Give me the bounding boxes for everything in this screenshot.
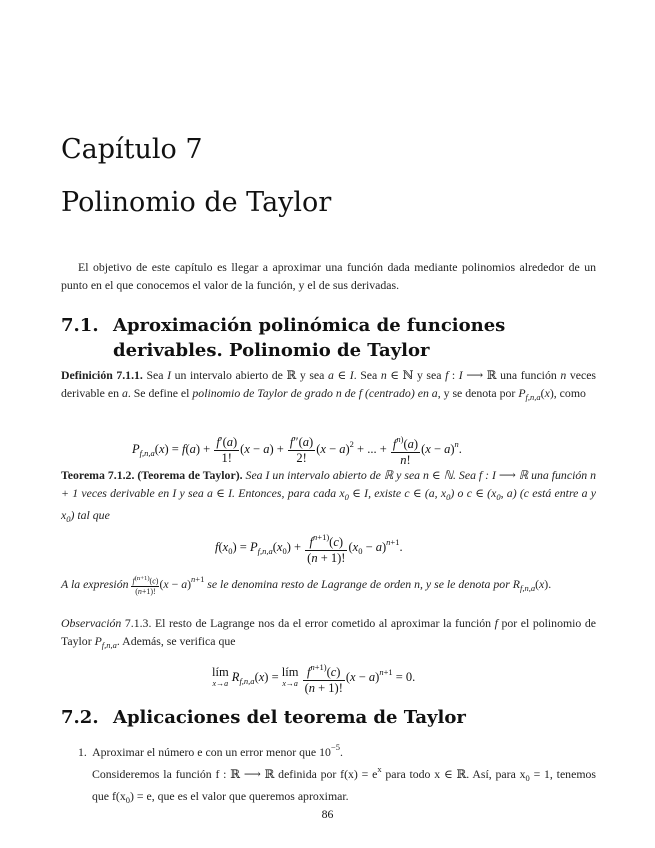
theorem-label: Teorema 7.1.2. (Teorema de Taylor). xyxy=(61,468,243,482)
chapter-title: Polinomio de Taylor xyxy=(61,187,332,218)
observation-label: Observación xyxy=(61,616,122,630)
definition-text: . Se define el xyxy=(127,386,190,400)
observation-7-1-3: Observación 7.1.3. El resto de Lagrange nos da el error cometido al aproximar la función f por el polinomio de Taylor $P_{f,n,a}$. Además, se verifica que xyxy=(61,616,597,650)
definition-text: . Sea xyxy=(353,368,378,382)
observation-text: 7.1.3. El resto de Lagrange nos da el error cometido al aproximar la función xyxy=(124,616,492,630)
section-number-7-2: 7.2. xyxy=(61,707,99,728)
observation-text: por el polinomio de Taylor xyxy=(61,616,597,648)
taylor-theorem-equation: $f(x_0) = P_{f,n,a}(x_0)$ + $\frac{f^{n+1)}(c)}{(n + 1)!}$ $(x_0 - a)^{n+1}$. xyxy=(215,532,403,565)
list-marker: 1. xyxy=(78,745,87,759)
definition-label: Definición 7.1.1. xyxy=(61,368,143,382)
theorem-text: ) tal que xyxy=(70,508,110,522)
definition-text: veces derivable en xyxy=(61,368,597,400)
definition-emphasis: polinomio de Taylor de grado n de f (centrado) en a xyxy=(192,386,438,400)
page-number: 86 xyxy=(321,807,334,821)
list-item-text: Aproximar el número e con un error menor que 10 xyxy=(92,745,331,759)
section-number-7-1: 7.1. xyxy=(61,315,99,336)
intro-paragraph: El objetivo de este capítulo es llegar a aproximar una función dada mediante polinomios alrededor de un punto en el que conocemos el valor de la función, y el de sus derivadas. xyxy=(61,260,596,292)
remainder-limit-equation: lím x→a $R_{f,n,a}(x)$ = lím x→a $\frac{f^{n+1)}(c)}{(n + 1)!}$ $(x - a)^{n+1} = 0$. xyxy=(212,662,416,695)
remainder-text: A la expresión xyxy=(61,577,129,591)
lagrange-remainder-paragraph: A la expresión $\frac{f^{(n+1)}(c)}{(n+1)!}$ $(x - a)^{n+1}$ se le denomina resto de Lagrange de orden n, y se le denota por $R_{f,n,a}(x)$. xyxy=(61,574,552,597)
theorem-text: ∈ I, existe c ∈ (a, x xyxy=(348,486,447,500)
taylor-polynomial-equation: $P_{f,n,a}(x) = f(a)$ + $\frac{f'(a)}{1!}$ (x − a) + $\frac{f''(a)}{2!}$ $(x - a)^2$ + ... + $\frac{f^{n)}(a)}{n!}$ $(x - a)^n$. xyxy=(132,434,462,467)
theorem-text: ) o c ∈ (x xyxy=(450,486,497,500)
definition-7-1-1: Definición 7.1.1. Sea I un intervalo abierto de ℝ y sea a ∈ I. Sea n ∈ ℕ y sea f : I ⟶ ℝ una función n veces derivable en a. Se define el polinomio de Taylor de grado n de f (centrado) en a, y se denota por $P_{f,n,a}(x)$, como xyxy=(61,368,597,402)
list-item-text: = 1, tenemos que f(x xyxy=(92,767,596,803)
definition-text: un intervalo abierto de ℝ y sea xyxy=(174,368,325,382)
list-item-text: para todo x ∈ ℝ. Así, para x xyxy=(381,767,526,781)
remainder-text: se le denomina resto de Lagrange de orden n, y se le denota por xyxy=(207,577,510,591)
definition-text: y sea xyxy=(416,368,442,382)
definition-text: , como xyxy=(553,386,586,400)
observation-text: . Además, se verifica que xyxy=(116,634,236,648)
section-title-7-2: Aplicaciones del teorema de Taylor xyxy=(113,707,466,728)
definition-text: , y se denota por xyxy=(437,386,516,400)
list-item xyxy=(78,738,596,761)
list-item-text: . xyxy=(339,745,343,759)
section-title-7-1: Aproximación polinómica de funciones derivables. Polinomio de Taylor xyxy=(113,315,506,361)
list-item-exponent: x xyxy=(377,764,382,774)
definition-text: una función xyxy=(500,368,557,382)
list-item-exponent: −5 xyxy=(330,742,340,752)
list-item-paragraph: Consideremos la función f : ℝ ⟶ ℝ definida por $f(x) = e^x$ para todo x ∈ ℝ. Así, para $x_0 = 1$, tenemos que $f(x_0) = e$, que es el valor que queremos aproximar. xyxy=(92,764,596,805)
list-item-text: Consideremos la función f : ℝ ⟶ ℝ definida por f(x) = e xyxy=(92,767,378,781)
theorem-7-1-2: Teorema 7.1.2. (Teorema de Taylor). Sea I un intervalo abierto de ℝ y sea n ∈ ℕ. Sea f : I ⟶ ℝ una función n + 1 veces derivable en I y sea a ∈ I. Entonces, para cada $x_0$ ∈ I, existe c ∈ (a, $x_0$) o c ∈ ($x_0$, a) (c está entre a y $x_0$) tal que xyxy=(61,468,596,524)
definition-text: Sea xyxy=(146,368,164,382)
chapter-label: Capítulo 7 xyxy=(61,134,203,165)
theorem-text: Sea I un intervalo abierto de ℝ y sea n ∈ ℕ. Sea f : I ⟶ ℝ una función n + 1 veces derivable en I y sea a ∈ I. Entonces, para cada x xyxy=(61,468,596,500)
list-item-text: ) = e, que es el valor que queremos aproximar. xyxy=(130,789,349,803)
theorem-text: , a) (c está entre a y x xyxy=(61,486,596,522)
